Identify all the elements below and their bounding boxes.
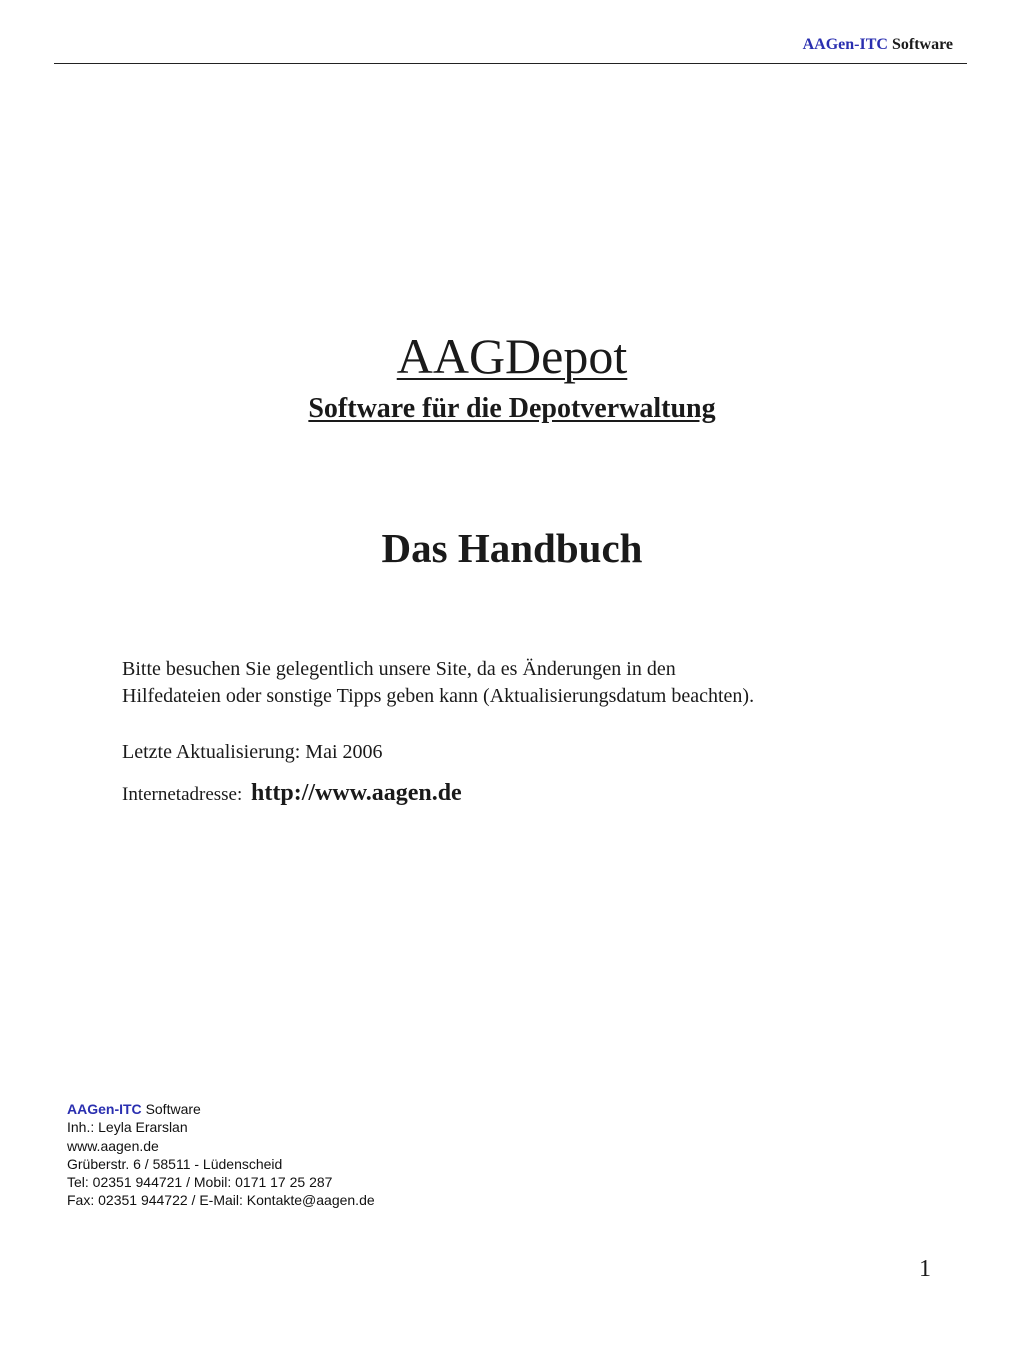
notice-paragraph bbox=[122, 656, 912, 710]
footer-website[interactable]: www.aagen.de bbox=[67, 1137, 159, 1154]
document-title: AAGDepot bbox=[396, 328, 628, 384]
web-address-link[interactable]: http://www.aagen.de bbox=[251, 780, 462, 806]
header-brand: AAGen-ITC bbox=[802, 36, 888, 53]
footer-phone: Tel: 02351 944721 / Mobil: 0171 17 25 287 bbox=[67, 1174, 333, 1191]
page-header bbox=[803, 36, 953, 54]
notice-line-2: Hilfedateien oder sonstige Tipps geben kann (Aktualisierungsdatum beachten). bbox=[122, 685, 755, 707]
footer-company bbox=[67, 1100, 375, 1118]
notice-line-1: Bitte besuchen Sie gelegentlich unsere Site, da es Änderungen in den bbox=[122, 658, 676, 680]
footer-owner: Inh.: Leyla Erarslan bbox=[67, 1119, 188, 1136]
footer-fax-email: Fax: 02351 944722 / E-Mail: Kontakte@aagen.de bbox=[67, 1192, 375, 1209]
document-subtitle: Software für die Depotverwaltung bbox=[308, 393, 716, 424]
web-address-label: Internetadresse: bbox=[122, 784, 243, 805]
footer-brand: AAGen-ITC bbox=[67, 1101, 142, 1117]
last-update-text: Letzte Aktualisierung: Mai 2006 bbox=[122, 741, 383, 763]
page-number: 1 bbox=[919, 1256, 931, 1282]
footer-contact-block bbox=[67, 1100, 375, 1210]
web-address-line bbox=[122, 777, 462, 811]
handbook-heading: Das Handbuch bbox=[381, 525, 643, 571]
header-suffix: Software bbox=[891, 36, 953, 53]
footer-address: Grüberstr. 6 / 58511 - Lüdenscheid bbox=[67, 1155, 283, 1172]
header-divider bbox=[54, 63, 967, 64]
footer-suffix: Software bbox=[145, 1101, 201, 1117]
